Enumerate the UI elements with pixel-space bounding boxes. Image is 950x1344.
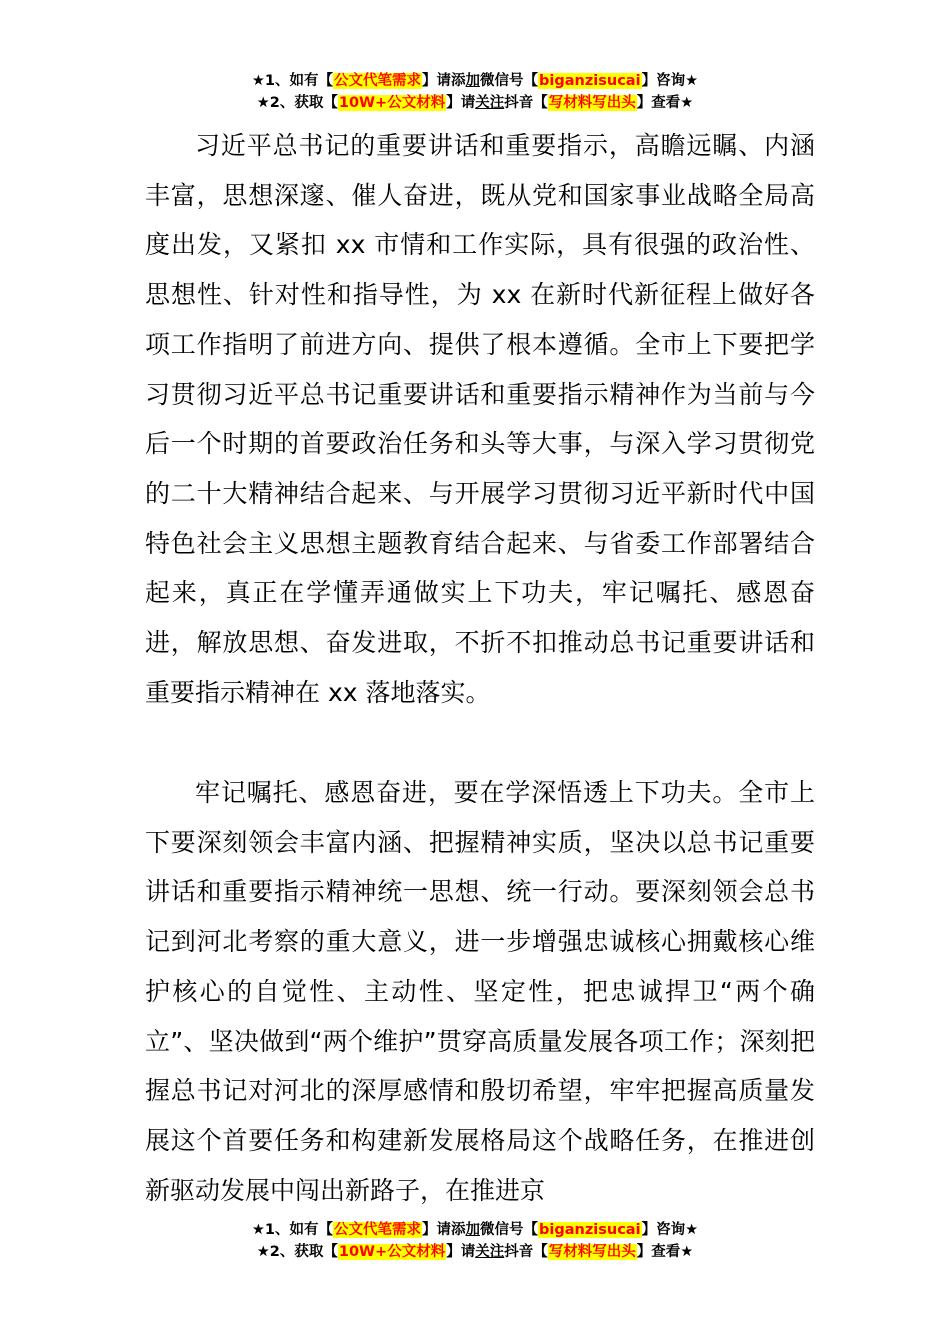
banner-text: 】查看★ xyxy=(636,95,694,111)
paragraph-1: 习近平总书记的重要讲话和重要指示，高瞻远瞩、内涵丰富，思想深邃、催人奋进，既从党和国家事业战略全局高度出发，又紧扣 xx 市情和工作实际，具有很强的政治性、思想性、针对性和指导性，为 xx 在新时代新征程上做好各项工作指明了前进方向、提供了根本遵循。全市上下要把学习贯彻习近平总书记重要讲话和重要指示精神作为当前与今后一个时期的首要政治任务和头等大事，与深入学习贯彻党的二十大精神结合起来、与开展学习贯彻习近平新时代中国特色社会主义思想主题教育结合起来、与省委工作部署结合起来，真正在学懂弄通做实上下功夫，牢记嘱托、感恩奋进，解放思想、奋发进取，不折不扣推动总书记重要讲话和重要指示精神在 xx 落地落实。 xyxy=(145,131,815,707)
banner-text: ★2、获取【 xyxy=(256,1244,338,1260)
banner-text: 】查看★ xyxy=(636,1244,694,1260)
header-banner xyxy=(0,70,950,114)
banner-text: 抖音【 xyxy=(504,95,548,111)
banner-text: 加 xyxy=(465,73,481,89)
footer-banner xyxy=(0,1219,950,1263)
highlight-wechat-id: biganzisucai xyxy=(539,1222,641,1238)
highlight-service: 公文代笔需求 xyxy=(334,1222,422,1238)
highlight-materials: 10W+公文材料 xyxy=(338,95,446,111)
banner-text: 】咨询★ xyxy=(641,73,699,89)
banner-text: 抖音【 xyxy=(504,1244,548,1260)
highlight-wechat-id: biganzisucai xyxy=(539,73,641,89)
highlight-douyin: 写材料写出头 xyxy=(548,1244,636,1260)
banner-line-1 xyxy=(0,70,950,92)
banner-text: 】请添 xyxy=(422,1222,466,1238)
banner-text: 】请 xyxy=(446,1244,476,1260)
banner-text: 微信号【 xyxy=(480,1222,539,1238)
highlight-service: 公文代笔需求 xyxy=(334,73,422,89)
highlight-douyin: 写材料写出头 xyxy=(548,95,636,111)
banner-line-2 xyxy=(0,1241,950,1263)
banner-text: ★1、如有【 xyxy=(251,73,334,89)
banner-line-1 xyxy=(0,1219,950,1241)
banner-text: 】咨询★ xyxy=(641,1222,699,1238)
banner-line-2 xyxy=(0,92,950,114)
banner-text: 关注 xyxy=(475,1244,505,1260)
banner-text: 】请添 xyxy=(422,73,466,89)
highlight-materials: 10W+公文材料 xyxy=(338,1244,446,1260)
banner-text: 】请 xyxy=(446,95,476,111)
banner-text: 微信号【 xyxy=(480,73,539,89)
banner-text: ★2、获取【 xyxy=(256,95,338,111)
banner-text: 加 xyxy=(465,1222,481,1238)
paragraph-2: 牢记嘱托、感恩奋进，要在学深悟透上下功夫。全市上下要深刻领会丰富内涵、把握精神实质，坚决以总书记重要讲话和重要指示精神统一思想、统一行动。要深刻领会总书记到河北考察的重大意义，进一步增强忠诚核心拥戴核心维护核心的自觉性、主动性、坚定性，把忠诚捍卫“两个确立”、坚决做到“两个维护”贯穿高质量发展各项工作；深刻把握总书记对河北的深厚感情和殷切希望，牢牢把握高质量发展这个首要任务和构建新发展格局这个战略任务，在推进创新驱动发展中闯出新路子，在推进京 xyxy=(145,778,815,1205)
banner-text: ★1、如有【 xyxy=(251,1222,334,1238)
banner-text: 关注 xyxy=(475,95,505,111)
